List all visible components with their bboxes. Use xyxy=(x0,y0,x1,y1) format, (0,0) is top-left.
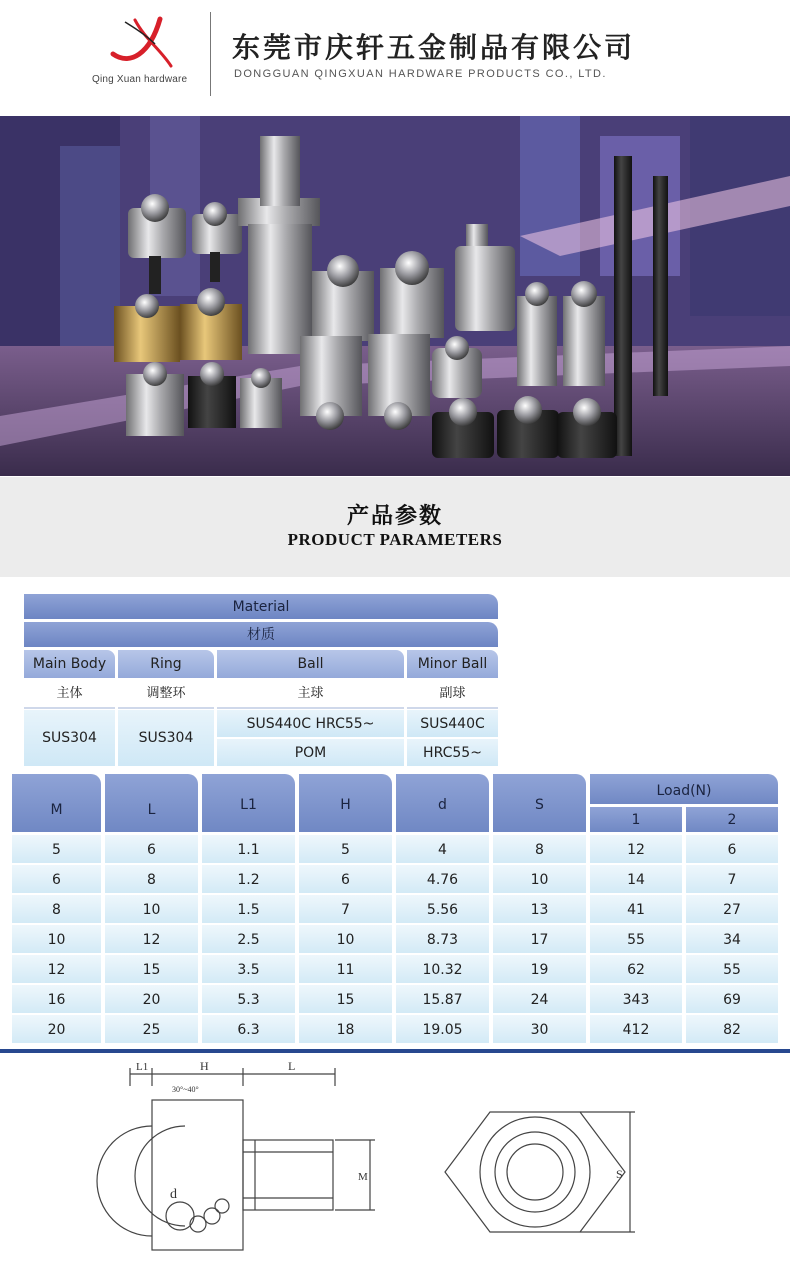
material-sub-ball: 主球 xyxy=(217,681,404,709)
dim-header-l: L xyxy=(105,774,198,832)
table-cell: 20 xyxy=(105,985,198,1013)
table-cell: 15.87 xyxy=(396,985,489,1013)
table-cell: 6 xyxy=(686,835,778,863)
company-name-en: DONGGUAN QINGXUAN HARDWARE PRODUCTS CO., LTD. xyxy=(234,68,607,80)
section-divider xyxy=(0,1049,790,1053)
section-title-en: PRODUCT PARAMETERS xyxy=(287,530,503,549)
drawing-label-angle: 30°~40° xyxy=(172,1085,199,1094)
table-cell: 19.05 xyxy=(396,1015,489,1043)
company-logo-icon xyxy=(105,14,175,74)
drawing-label-d: d xyxy=(170,1187,177,1202)
table-cell: 2.5 xyxy=(202,925,295,953)
material-value-ball-2: POM xyxy=(217,739,404,766)
dim-header-l1: L1 xyxy=(202,774,295,832)
table-cell: 25 xyxy=(105,1015,198,1043)
table-cell: 16 xyxy=(12,985,101,1013)
table-cell: 6 xyxy=(299,865,392,893)
table-cell: 10.32 xyxy=(396,955,489,983)
section-title-block xyxy=(0,477,790,577)
drawing-label-h: H xyxy=(200,1059,209,1073)
table-cell: 412 xyxy=(590,1015,682,1043)
table-cell: 8.73 xyxy=(396,925,489,953)
table-cell: 19 xyxy=(493,955,586,983)
table-cell: 82 xyxy=(686,1015,778,1043)
drawing-label-l: L xyxy=(288,1059,296,1073)
table-cell: 55 xyxy=(686,955,778,983)
dim-header-m: M xyxy=(12,774,101,832)
material-header-main-body: Main Body xyxy=(24,650,115,678)
drawing-label-l1: L1 xyxy=(136,1061,149,1073)
section-title-cn: 产品参数 xyxy=(346,504,443,529)
material-value-ring: SUS304 xyxy=(118,710,214,766)
table-cell: 1.1 xyxy=(202,835,295,863)
material-title-cn: 材质 xyxy=(24,622,498,647)
table-cell: 4.76 xyxy=(396,865,489,893)
dimension-table xyxy=(12,774,778,1044)
material-value-ball-1: SUS440C HRC55~ xyxy=(217,710,404,737)
table-cell: 17 xyxy=(493,925,586,953)
technical-drawing xyxy=(0,1056,790,1268)
dim-header-d: d xyxy=(396,774,489,832)
table-cell: 11 xyxy=(299,955,392,983)
material-table xyxy=(24,594,498,770)
table-cell: 13 xyxy=(493,895,586,923)
table-cell: 12 xyxy=(12,955,101,983)
dim-header-h: H xyxy=(299,774,392,832)
table-cell: 10 xyxy=(493,865,586,893)
table-cell: 14 xyxy=(590,865,682,893)
logo-caption: Qing Xuan hardware xyxy=(92,74,188,85)
material-sub-main-body: 主体 xyxy=(24,681,115,709)
company-name-cn: 东莞市庆轩五金制品有限公司 xyxy=(232,31,636,64)
table-cell: 24 xyxy=(493,985,586,1013)
drawing-label-s: S xyxy=(616,1167,623,1181)
table-cell: 34 xyxy=(686,925,778,953)
table-cell: 1.2 xyxy=(202,865,295,893)
table-cell: 27 xyxy=(686,895,778,923)
table-cell: 343 xyxy=(590,985,682,1013)
product-photo xyxy=(0,116,790,476)
table-cell: 5.56 xyxy=(396,895,489,923)
table-cell: 69 xyxy=(686,985,778,1013)
table-cell: 12 xyxy=(590,835,682,863)
table-cell: 8 xyxy=(105,865,198,893)
table-cell: 6 xyxy=(105,835,198,863)
table-cell: 55 xyxy=(590,925,682,953)
table-cell: 10 xyxy=(12,925,101,953)
table-cell: 3.5 xyxy=(202,955,295,983)
table-cell: 6.3 xyxy=(202,1015,295,1043)
header-divider xyxy=(210,12,211,96)
table-cell: 6 xyxy=(12,865,101,893)
page-header xyxy=(0,0,790,112)
dim-header-load: Load(N) xyxy=(590,774,778,804)
table-cell: 1.5 xyxy=(202,895,295,923)
drawing-canvas xyxy=(0,1056,790,1268)
dim-header-s: S xyxy=(493,774,586,832)
table-cell: 8 xyxy=(12,895,101,923)
drawing-label-m: M xyxy=(358,1171,368,1183)
dim-header-load-1: 1 xyxy=(590,807,682,832)
table-cell: 7 xyxy=(686,865,778,893)
material-header-ring: Ring xyxy=(118,650,214,678)
table-cell: 41 xyxy=(590,895,682,923)
material-title-en: Material xyxy=(24,594,498,619)
table-cell: 15 xyxy=(105,955,198,983)
dim-header-load-2: 2 xyxy=(686,807,778,832)
table-cell: 10 xyxy=(299,925,392,953)
table-cell: 5.3 xyxy=(202,985,295,1013)
table-cell: 20 xyxy=(12,1015,101,1043)
table-cell: 4 xyxy=(396,835,489,863)
material-value-minor-ball-2: HRC55~ xyxy=(407,739,498,766)
table-cell: 7 xyxy=(299,895,392,923)
table-cell: 12 xyxy=(105,925,198,953)
table-cell: 30 xyxy=(493,1015,586,1043)
table-cell: 8 xyxy=(493,835,586,863)
material-header-minor-ball: Minor Ball xyxy=(407,650,498,678)
table-cell: 5 xyxy=(299,835,392,863)
material-sub-minor-ball: 副球 xyxy=(407,681,498,709)
table-cell: 62 xyxy=(590,955,682,983)
table-cell: 10 xyxy=(105,895,198,923)
table-cell: 5 xyxy=(12,835,101,863)
material-header-ball: Ball xyxy=(217,650,404,678)
material-value-minor-ball-1: SUS440C xyxy=(407,710,498,737)
product-photo-banner xyxy=(0,116,790,476)
material-sub-ring: 调整环 xyxy=(118,681,214,709)
material-value-main-body: SUS304 xyxy=(24,710,115,766)
table-cell: 18 xyxy=(299,1015,392,1043)
table-cell: 15 xyxy=(299,985,392,1013)
